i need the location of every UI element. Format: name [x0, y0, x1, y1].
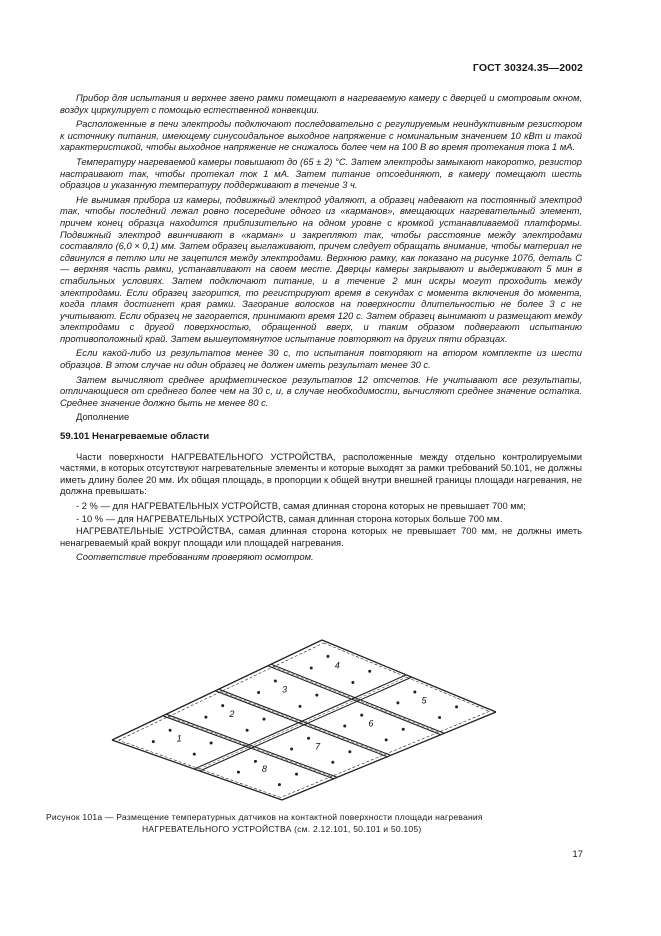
- cell-label: 1: [176, 733, 182, 744]
- paragraph: НАГРЕВАТЕЛЬНЫЕ УСТРОЙСТВА, самая длинная сторона которых не превышает 700 мм, не должны иметь ненагреваемый край вокруг площади или площадей нагревания.: [60, 525, 582, 548]
- sensor-point: [351, 681, 354, 684]
- cell-label: 3: [282, 684, 288, 695]
- sensor-point: [455, 705, 458, 708]
- figure-caption: [46, 811, 586, 835]
- list-item: - 10 % — для НАГРЕВАТЕЛЬНЫХ УСТРОЙСТВ, самая длинная сторона которых больше 700 мм.: [76, 512, 503, 524]
- sensor-point: [348, 750, 351, 753]
- paragraph: Части поверхности НАГРЕВАТЕЛЬНОГО УСТРОЙСТВА, расположенные между отдельно контролируемыми частями, в которых отсутствуют нагревательные элементы и которые выходят за рамки требований 50.101, не должны иметь длину более 20 мм. Их общая площадь, в пропорции к общей внутри внешней границы площади нагревания, не должна превышать:: [60, 450, 582, 497]
- sensor-point: [193, 753, 196, 756]
- body-text: [60, 92, 582, 566]
- grid-diagram: [100, 628, 570, 806]
- cell-label: 7: [315, 741, 321, 752]
- sensor-point: [310, 666, 313, 669]
- cell-label: 4: [334, 660, 340, 671]
- cell-label: 8: [261, 764, 267, 775]
- sensor-point: [278, 783, 281, 786]
- sensor-point: [438, 716, 441, 719]
- grid-line: [199, 677, 407, 769]
- sensor-point: [210, 742, 213, 745]
- cell-label: 5: [421, 695, 427, 706]
- caption-line: НАГРЕВАТЕЛЬНОГО УСТРОЙСТВА (см. 2.12.101, 50.101 и 50.105): [142, 824, 422, 834]
- list-item: - 2 % — для НАГРЕВАТЕЛЬНЫХ УСТРОЙСТВ, самая длинная сторона которых не превышает 700 мм;: [76, 500, 526, 511]
- sensor-point: [257, 691, 260, 694]
- sensor-point: [204, 716, 207, 719]
- sensor-point: [262, 718, 265, 721]
- paragraph: Расположенные в печи электроды подключают последовательно с регулируемым неиндуктивным резистором к источнику питания, имеющему синусоидальное выходное напряжение с номинальным значением 10 кВт и такой характеристикой, чтобы выходное напряжение не снижалось более чем на 100 В во время протекания тока 1 мА.: [60, 118, 582, 153]
- sensor-point: [295, 773, 298, 776]
- paragraph: Если какой-либо из результатов менее 30 с, то испытания повторяют на втором комплекте из шести образцов. В этом случае ни один образец не должен иметь результат менее 30 с.: [60, 347, 582, 371]
- sensor-point: [413, 690, 416, 693]
- sensor-point: [402, 728, 405, 731]
- sensor-point: [331, 761, 334, 764]
- grid-line: [194, 675, 406, 769]
- paragraph: Не вынимая прибора из камеры, подвижный электрод удаляют, а образец надевают на постоянный электрод так, чтобы последний лежал ровно посередине одного из «карманов», вмещающих нагревательный элемент, причем конец образца находится приблизительно на одном уровне с кромкой устанавливаемой платформы. Подвижный электрод ввинчивают в «карман» и закрепляют так, чтобы расстояние между электродами составляло (6,0 × 0,1) мм. Затем образец выглаживают, причем следует обращать внимание, чтобы материал не сдвинулся в петлю или не зацепился между электродами. Верхнюю рамку, как показано на рисунке 107б, деталь С — верхняя часть рамки, устанавливают на своем месте. Дверцы камеры закрывают и выдерживают 5 мин в стабильных условиях. Затем подключают питание, и в течение 2 мин искры могут проходить между электродами. Если образец загорится, то регистрируют время в секундах с момента включения до момента, когда пламя достигнет края рамки. Загорание волосков на поверхности длительностью не более 3 с не учитывают. Если образец не загорается, принимают время 120 с. Затем образец вынимают и размещают между электродами с другой поверхностью, обращенной вверх, и таким образом подвергают испытанию противоположный край. Затем вышеупомянутое испытание повторяют на других пяти образцах.: [60, 193, 582, 344]
- sensor-point: [326, 655, 329, 658]
- sensor-point: [169, 729, 172, 732]
- sensor-point: [299, 705, 302, 708]
- grid-line: [282, 712, 496, 800]
- paragraph: Затем вычисляют среднее арифметическое результатов 12 отсчетов. Не учитывают все результаты, отличающиеся от среднего более чем на 30 с, и, в случае необходимости, вычисляют среднее значение остатка. Среднее значение должно быть не менее 80 с.: [60, 373, 582, 408]
- sensor-point: [396, 701, 399, 704]
- cell-label: 6: [368, 718, 374, 729]
- sensor-point: [368, 670, 371, 673]
- sensor-point: [221, 704, 224, 707]
- sensor-point: [290, 748, 293, 751]
- sensor-point: [307, 737, 310, 740]
- sensor-point: [254, 760, 257, 763]
- grid-lines: [112, 640, 496, 800]
- grid-line: [112, 740, 282, 800]
- sensor-point: [315, 694, 318, 697]
- paragraph: Прибор для испытания и верхнее звено рамки помещают в нагреваемую камеру с дверцей и смотровым окном, воздух циркулирует с помощью естественной конвекции.: [60, 92, 582, 115]
- figure-heating-grid: [100, 628, 570, 806]
- sensor-point: [237, 771, 240, 774]
- sensor-point: [360, 714, 363, 717]
- cell-labels: [177, 660, 428, 774]
- paragraph: Дополнение: [76, 411, 130, 423]
- sensor-point: [343, 724, 346, 727]
- grid-line: [200, 677, 412, 771]
- page-number: 17: [572, 849, 583, 860]
- sensor-point: [152, 740, 155, 743]
- section-heading: 59.101 Ненагреваемые области: [60, 431, 210, 443]
- grid-line: [112, 640, 322, 740]
- sensor-point: [385, 738, 388, 741]
- grid-line: [163, 716, 334, 779]
- sensor-point: [246, 729, 249, 732]
- document-id: ГОСТ 30324.35—2002: [472, 62, 583, 74]
- caption-line: Рисунок 101а — Размещение температурных датчиков на контактной поверхности площади нагревания: [46, 812, 483, 822]
- paragraph: Соответствие требованиям проверяют осмотром.: [76, 551, 314, 563]
- sensor-point: [274, 680, 277, 683]
- cell-label: 2: [229, 709, 235, 720]
- paragraph: Температуру нагреваемой камеры повышают до (65 ± 2) °С. Затем электроды замыкают накоротко, резистор настраивают так, чтобы протекал ток 1 мА. Затем питание отсоединяют, в камеру помещают шесть образцов и указанную температуру поддерживают в течение 3 ч.: [60, 155, 582, 191]
